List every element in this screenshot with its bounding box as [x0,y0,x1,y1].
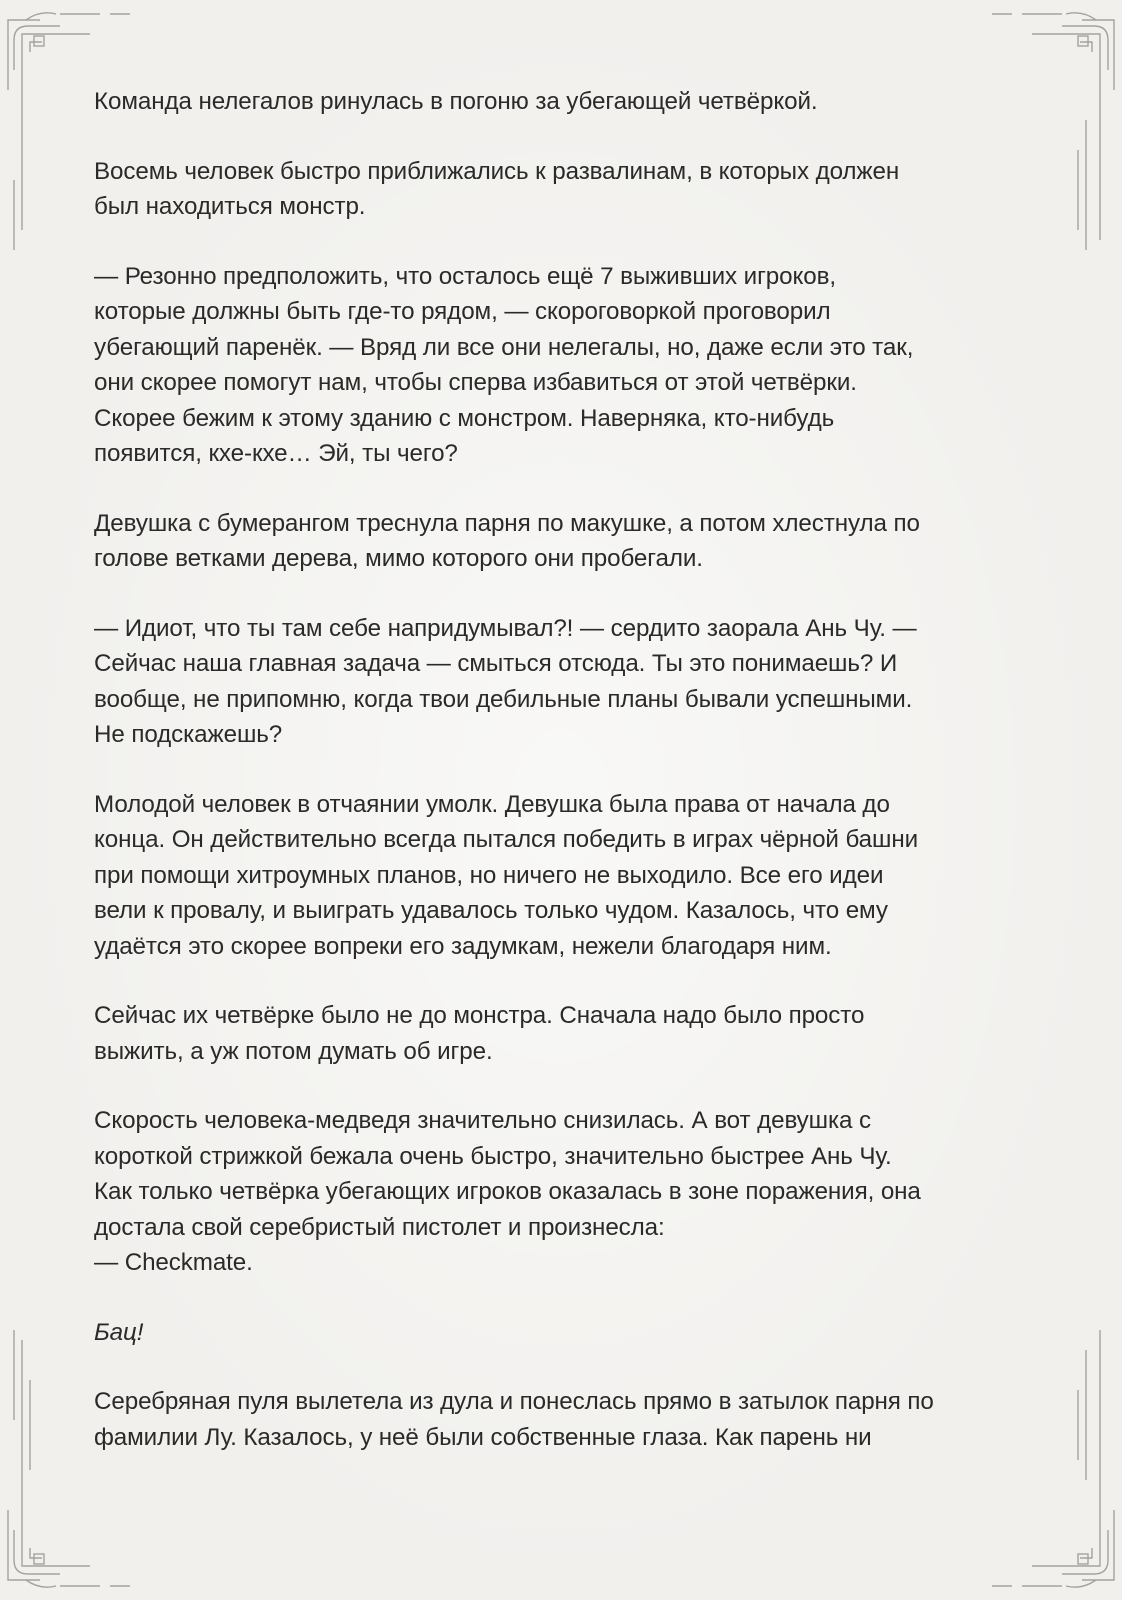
paragraph-10: Серебряная пуля вылетела из дула и понеслась прямо в затылок парня по фамилии Лу. Казалось, у неё были собственные глаза. Как парень ни [94,1388,934,1451]
paragraph-5: — Идиот, что ты там себе напридумывал?! — сердито заорала Ань Чу. — Сейчас наша главная задача — смыться отсюда. Ты это понимаешь? И вообще, не припомню, когда твои дебильные планы бывали успешными. Не подскажешь? [94,614,917,748]
paragraph-1: Команда нелегалов ринулась в погоню за убегающей четвёркой. [94,88,818,115]
paragraph-2: Восемь человек быстро приближались к развалинам, в которых должен был находиться монстр. [94,157,900,220]
paragraph-3: — Резонно предположить, что осталось ещё 7 выживших игроков, которые должны быть где-то рядом, — скороговоркой проговорил убегающий паренёк. — Вряд ли все они нелегалы, но, даже если это так, они скорее помогут нам, чтобы сперва избавиться от этой четвёрки. Скорее бежим к этому зданию с монстром. Наверняка, кто-нибудь появится, кхе-кхе… Эй, ты чего? [94,262,914,467]
paragraph-8: Скорость человека-медведя значительно снизилась. А вот девушка с короткой стрижкой бежала очень быстро, значительно быстрее Ань Чу. Как только четвёрка убегающих игроков оказалась в зоне поражения, она достала свой серебристый пистолет и произнесла: — Checkmate. [94,1107,921,1276]
paragraph-9-sound-effect: Бац! [94,1318,144,1346]
chapter-text [94,84,1034,1489]
paragraph-7: Сейчас их четвёрке было не до монстра. Сначала надо было просто выжить, а уж потом думать об игре. [94,1002,865,1065]
paragraph-4: Девушка с бумерангом треснула парня по макушке, а потом хлестнула по голове ветками дерева, мимо которого они пробегали. [94,509,920,572]
paragraph-6: Молодой человек в отчаянии умолк. Девушка была права от начала до конца. Он действительно всегда пытался победить в играх чёрной башни при помощи хитроумных планов, но ничего не выходило. Все его идеи вели к провалу, и выиграть удавалось только чудом. Казалось, что ему удаётся это скорее вопреки его задумкам, нежели благодаря ним. [94,790,918,960]
